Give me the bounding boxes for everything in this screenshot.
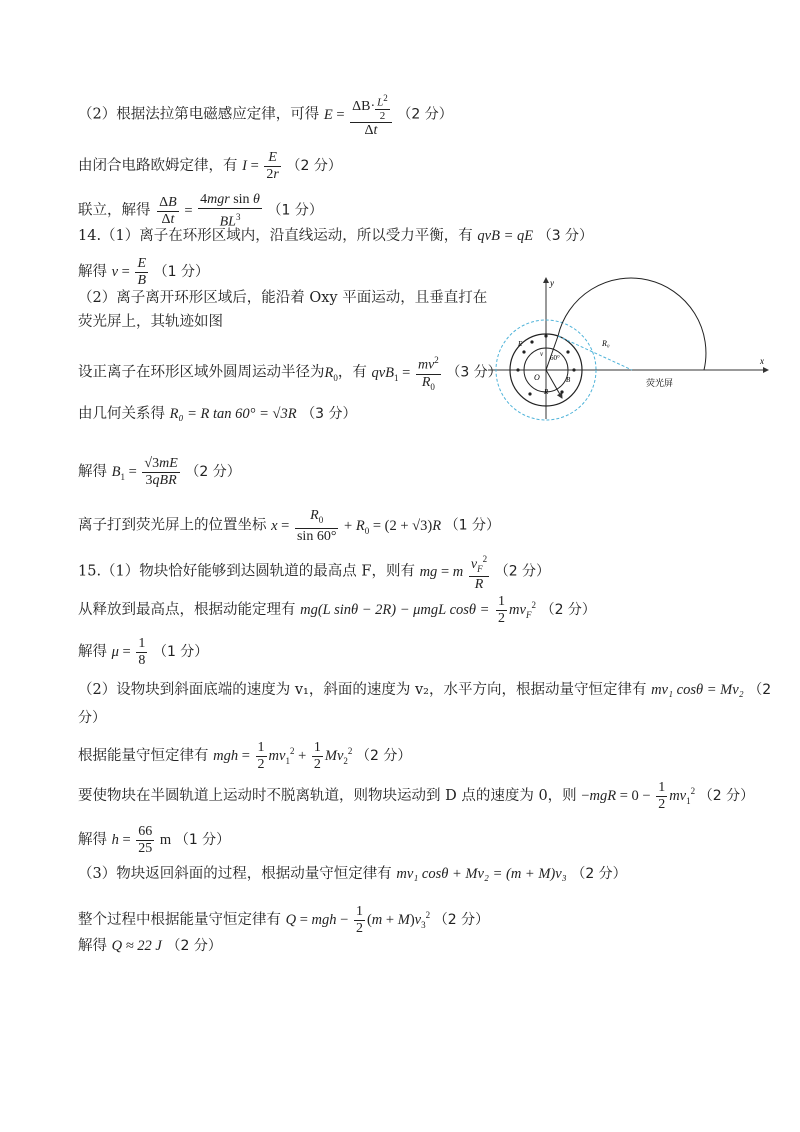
solution-line-track: [78, 780, 754, 813]
line-text: 设正离子在环形区域外圆周运动半径为: [78, 364, 325, 381]
formula-rate: $\frac{\Delta B}{\Delta t}$ = $\frac{\text{4mgr sin θ}}{BL^3}$: [159, 192, 260, 230]
score-label: （2 分）: [356, 747, 412, 764]
solution-line-position: [78, 508, 500, 545]
solution-line-heat: [78, 904, 489, 937]
score-label: （3 分）: [301, 406, 357, 422]
score-label: （3 分）: [537, 228, 594, 244]
solution-line-faraday: [78, 92, 453, 139]
label-r0: R₀: [602, 339, 610, 348]
formula-momentum-return: mv₁ cosθ + Mv₂ = (m + M)v₃: [396, 866, 567, 882]
solution-line-b1: [78, 456, 241, 489]
score-label: （2 分）: [698, 787, 755, 804]
solution-line-velocity: [78, 256, 209, 289]
solution-line-energy-theorem: 从释放到最高点，根据动能定理有 mg(L sinθ − 2R) − μmgL cosθ = $\frac{1}{2}$ $mv_F^2$ （2 分）: [78, 594, 596, 626]
line-text: 解得: [78, 831, 107, 848]
score-label: （1 分）: [152, 643, 209, 660]
score-label: （1 分）: [444, 517, 501, 534]
score-label: （2: [748, 682, 772, 698]
field-dot: [522, 350, 525, 353]
score-label: （2 分）: [286, 157, 342, 174]
trajectory-arc: [558, 278, 706, 370]
score-label: （1 分）: [174, 831, 231, 848]
field-dot: [516, 368, 519, 371]
y-axis-label: y: [550, 278, 554, 288]
field-dot: [560, 390, 563, 393]
label-e: E: [518, 340, 523, 348]
formula-velocity: v = $\frac{E}{B}$: [111, 256, 147, 288]
line-text: 荧光屏上，其轨迹如图: [78, 314, 223, 330]
label-origin: O: [534, 373, 540, 382]
score-label: （2 分）: [571, 866, 627, 882]
formula-energy: mgh = $\frac{1}{2}$ $mv_1^2$ + $\frac{1}{2}$ $Mv_2^2$: [213, 740, 353, 772]
formula-balance: qvB = qE: [477, 228, 534, 244]
score-label: （2 分）: [540, 601, 596, 618]
solution-line-combine: [78, 192, 323, 231]
line-text: 根据能量守恒定律有: [78, 747, 209, 764]
formula-work-energy: mg(L sinθ − 2R) − μmgL cosθ =: [300, 601, 490, 618]
formula-geometry: R₀ = R tan 60° = √3R: [169, 406, 297, 422]
label-b: B: [566, 376, 571, 384]
line-text: 解得: [78, 938, 107, 954]
line-text: （2）离子离开环形区域后，能沿着 Oxy 平面运动，且垂直打在: [78, 290, 488, 306]
solution-line-height: [78, 824, 230, 857]
line-text: 整个过程中根据能量守恒定律有: [78, 911, 281, 928]
solution-line-15-3: [78, 864, 627, 884]
solution-line-15-2: [78, 680, 771, 700]
solution-line-14-1: [78, 226, 593, 246]
field-dot: [572, 368, 575, 371]
trajectory-figure: [478, 274, 778, 424]
formula-top-point: mg = m $\frac{v_F^2}{R}$: [420, 564, 495, 580]
field-dot: [530, 340, 533, 343]
score-label: （1 分）: [267, 202, 323, 219]
formula-track: −mgR = 0 − $\frac{1}{2}$ $mv_1^2$: [581, 780, 696, 812]
score-label: （2 分）: [397, 106, 453, 123]
score-label: （2 分）: [185, 463, 241, 480]
formula-q: Q ≈ 22 J: [111, 938, 162, 954]
score-label: （2 分）: [494, 563, 551, 580]
score-label: （3 分）: [446, 364, 502, 381]
line-text: （2）根据法拉第电磁感应定律，可得: [78, 106, 320, 123]
line-text: 14.（1）离子在环形区域内，沿直线运动，所以受力平衡，有: [78, 228, 473, 244]
line-text: 离子打到荧光屏上的位置坐标: [78, 517, 267, 534]
formula-b1: $B_1$ = $\frac{√3mE}{\text{3qBR}}$: [111, 456, 178, 488]
label-r: R: [544, 388, 549, 396]
solution-line-15-2-cont: [78, 708, 106, 728]
line-text: 解得: [78, 643, 107, 660]
solution-line-q: [78, 936, 222, 956]
formula-height: h = $\frac{66}{25}$ m: [111, 824, 175, 856]
solution-line-14-2b: [78, 312, 223, 332]
line-text: （2）设物块到斜面底端的速度为 v₁，斜面的速度为 v₂，水平方向，根据动量守恒定律有: [78, 682, 647, 698]
field-dot: [566, 350, 569, 353]
line-text: 15.（1）物块恰好能够到达圆轨道的最高点 F，则有: [78, 563, 415, 580]
line-text-mid: ，有: [337, 364, 367, 381]
solution-line-geometry: [78, 404, 357, 424]
formula-current: I = $\frac{E}{2r}$: [242, 150, 279, 182]
radius-line: [546, 370, 562, 398]
formula-heat: Q = mgh − $\frac{1}{2}$ $(m + M)v_3^2$: [285, 904, 431, 936]
solution-line-energy-conservation: [78, 740, 411, 773]
score-label: 分）: [78, 710, 106, 726]
formula-emf: E = ΔB· $\frac{L^2}{2}$ Δt: [324, 107, 398, 123]
field-dot: [528, 392, 531, 395]
solution-line-14-2a: [78, 288, 487, 308]
formula-mu: μ = $\frac{1}{8}$: [111, 636, 146, 668]
formula-lorentz: qvB$_1$ = $\frac{mv^2}{R_0}$: [371, 365, 446, 381]
x-axis-label: x: [760, 356, 764, 366]
line-text: （3）物块返回斜面的过程，根据动量守恒定律有: [78, 866, 392, 882]
formula-position: x = $\frac{R_0}{\sin 60^\circ}$ + $R_0 = (2 + √3)R$: [271, 508, 442, 544]
line-text: 联立，解得: [78, 202, 151, 219]
label-angle: 60°: [550, 354, 560, 362]
line-text: 从释放到最高点，根据动能定理有: [78, 601, 296, 618]
score-label: （2 分）: [433, 911, 490, 928]
score-label: （2 分）: [166, 938, 222, 954]
formula-momentum: mv₁ cosθ = Mv₂: [651, 682, 744, 698]
line-text: 解得: [78, 463, 107, 480]
line-text: 解得: [78, 263, 107, 280]
label-v: v: [540, 350, 544, 358]
score-label: （1 分）: [153, 263, 210, 280]
solution-line-mu: [78, 636, 208, 669]
field-dot: [544, 334, 547, 337]
line-text: 由几何关系得: [78, 406, 165, 422]
line-text: 要使物块在半圆轨道上运动时不脱离轨道，则物块运动到 D 点的速度为 0，则: [78, 787, 577, 804]
solution-line-15-1: [78, 551, 550, 593]
solution-line-ohm: [78, 150, 342, 183]
velocity-line: [546, 336, 558, 370]
solution-line-radius: 设正离子在环形区域外圆周运动半径为$R_0$，有 qvB$_1$ = $\frac{mv^2}{R_0}$ （3 分）: [78, 352, 502, 394]
line-text: 由闭合电路欧姆定律，有: [78, 157, 238, 174]
screen-label: 荧光屏: [646, 378, 674, 388]
